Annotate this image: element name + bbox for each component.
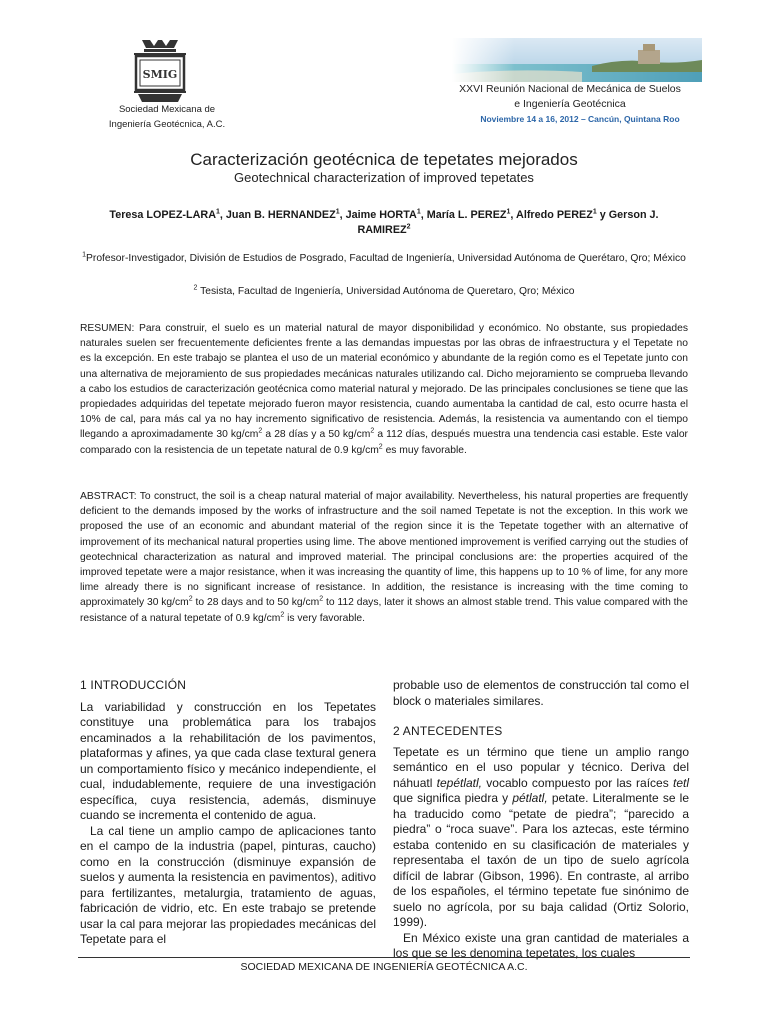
superscript: 2 xyxy=(319,596,324,603)
author-affiliation-mark: 2 xyxy=(406,223,411,231)
affiliation-mark: 1 xyxy=(82,251,87,259)
smig-logo xyxy=(120,38,200,104)
author-separator: , xyxy=(339,209,346,221)
resumen-paragraph xyxy=(80,321,688,458)
body-paragraph: La cal tiene un amplio campo de aplicaciones tanto en el campo de la industria (papel, pinturas, caucho) como en la construcción (disminuye expansión de suelos y aumenta la resistencia en pavimentos), aditivo para fertilizantes, metalurgia, tratamiento de aguas, fabricación de vidrio, etc. En este trabajo se pretende usar la cal para mejorar las propiedades mecánicas del Tepetate para el xyxy=(80,823,376,946)
author-affiliation-mark: 1 xyxy=(216,208,220,216)
italic-term: tetl xyxy=(673,775,690,790)
superscript: 2 xyxy=(188,596,193,603)
author-affiliation-mark: 1 xyxy=(506,208,511,216)
conference-name-line1: XXVI Reunión Nacional de Mecánica de Suelos xyxy=(459,83,681,95)
org-name-line2: Ingeniería Geotécnica, A.C. xyxy=(108,119,226,130)
paper-title: Caracterización geotécnica de tepetates mejorados xyxy=(190,150,578,169)
author-affiliation-mark: 1 xyxy=(416,208,421,216)
author-separator: y xyxy=(596,209,609,221)
abstract-text: ABSTRACT: To construct, the soil is a cheap natural material of major availability. Nevertheless, his natural properties are frequently deficient to the demands imposed by the works of infrastructure and the soil named Tepetate is not the exception. In this work we proposed the use of an economic and abundant material of the region since it is the Tepetate together with an alternative of improvement of its mechanical natural properties using lime. The above mentioned improvement is verified carrying out the studies of geotechnical characterization as natural and improved material. The principal conclusions are: the properties acquired of the improved tepetate were a major resistance, when it was increasing the quantity of lime, this happens up to 10 % of lime, for any more lime already there is no significant increase of resistance. In addition, the resistance is increasing with the time coming to approximately 30 kg/cm xyxy=(80,491,688,609)
body-paragraph: probable uso de elementos de construcción tal como el block o materiales similares. xyxy=(393,678,689,708)
author: Jaime HORTA xyxy=(345,209,417,221)
author: Gerson J. RAMIREZ xyxy=(357,209,659,236)
abstract-text: to 112 days, later it shows an almost stable trend. This value compared with the resistance of a natural tepetate of 0.9 kg/cm xyxy=(80,597,688,624)
body-paragraph: La variabilidad y construcción en los Tepetates constituye una problemática para los trabajos encaminados a la rehabilitación de los pavimentos, plataformas y afines, ya que cada clase textural genera un comportamiento físico y mecánico independiente, el cual, indudablemente, requiere de una investigación específica, cuya resistencia, además, disminuye cuando se incrementa el contenido de agua. xyxy=(80,699,376,822)
affiliation-1 xyxy=(80,251,688,266)
org-name-line1: Sociedad Mexicana de xyxy=(118,104,216,115)
superscript: 2 xyxy=(378,443,383,451)
author-separator: , xyxy=(420,209,427,221)
footer-rule xyxy=(78,957,690,958)
left-column xyxy=(80,678,376,948)
body-text: vocablo compuesto por las raíces xyxy=(482,775,673,790)
section-heading-introduccion: 1 INTRODUCCIÓN xyxy=(80,678,187,692)
author-separator: , xyxy=(510,209,517,221)
italic-term: pétlatl, xyxy=(512,791,548,805)
cancun-banner-image xyxy=(452,38,702,82)
resumen-text: a 28 días y a 50 kg/cm xyxy=(262,429,371,441)
author: Juan B. HERNANDEZ xyxy=(225,209,336,221)
body-paragraph xyxy=(393,745,689,931)
author-list xyxy=(82,208,686,238)
conference-date: Noviembre 14 a 16, 2012 – Cancún, Quintana Roo xyxy=(480,114,680,124)
author: Teresa LOPEZ-LARA xyxy=(109,209,217,221)
superscript: 2 xyxy=(370,428,375,435)
italic-term: tepétlatl, xyxy=(436,775,483,790)
footer-text: SOCIEDAD MEXICANA DE INGENIERÍA GEOTÉCNICA A.C. xyxy=(240,961,528,973)
abstract-text: is very favorable. xyxy=(284,612,365,624)
section-heading-antecedentes: 2 ANTECEDENTES xyxy=(393,724,503,738)
affiliation-2 xyxy=(80,284,688,299)
abstract-paragraph xyxy=(80,489,688,626)
conference-name-line2: e Ingeniería Geotécnica xyxy=(514,98,626,110)
affiliation-mark: 2 xyxy=(193,284,198,292)
resumen-text: a 112 días, después muestra una tendencia casi estable. Este valor comparado con la resistencia de un tepetate natural de 0.9 kg/cm xyxy=(80,429,688,456)
author: María L. PEREZ xyxy=(426,209,507,221)
superscript: 2 xyxy=(258,428,263,435)
superscript: 2 xyxy=(280,611,285,619)
body-text: que significa piedra y xyxy=(393,791,513,805)
affiliation-text: Profesor-Investigador, División de Estudios de Posgrado, Facultad de Ingeniería, Universidad Autónoma de Querétaro, Qro; México xyxy=(86,253,686,264)
author-separator: , xyxy=(219,209,226,221)
resumen-text: es muy favorable. xyxy=(382,444,467,456)
body-text: petate. Literalmente se le ha traducido como “petate de piedra”; “parecido a piedra” o “roca suave”. Para los aztecas, este término estaba contenido en su clasificación de materiales y representaba el taxón de un tipo de suelo agrícola difícil de labrar (Gibson, 1996). En contraste, al arribo de los españoles, el término tepetate fue sinónimo de suelo no agrícola, por su baja calidad (Ortiz Solorio, 1999). xyxy=(393,791,689,929)
paper-subtitle: Geotechnical characterization of improved tepetates xyxy=(234,170,534,185)
author-affiliation-mark: 1 xyxy=(592,208,597,216)
body-text: Tepetate es un término que tiene un amplio rango semántico en el uso popular y técnico. Deriva del náhuatl xyxy=(393,744,689,790)
affiliation-text: Tesista, Facultad de Ingeniería, Universidad Autónoma de Queretaro, Qro; México xyxy=(197,286,575,297)
abstract-text: to 28 days and to 50 kg/cm xyxy=(192,597,320,609)
logo-text: SMIG xyxy=(142,68,178,81)
author-affiliation-mark: 1 xyxy=(335,208,340,216)
resumen-text: RESUMEN: Para construir, el suelo es un material natural de mayor disponibilidad y económico. No obstante, sus propiedades naturales suelen ser frecuentemente deficientes frente a las demandas impuestas por las obras de infraestructura y el Tepetate no es la excepción. En este trabajo se plantea el uso de un material económico y abundante de la región como es el Tepetate junto con una alternativa de mejoramiento de sus propiedades mecánicas naturales utilizando cal. Dicho mejoramiento se comprueba llevando a cabo los estudios de caracterización geotécnica como material natural y mejorado. De las principales conclusiones se tiene que las propiedades adquiridas del tepetate mejorado fueron mayor resistencia, cuando aumentaba la cantidad de cal, esto ocurre hasta el 10% de cal, para más cal ya no hay incremento significativo de resistencia. Además, la resistencia va aumentando con el tiempo llegando a aproximadamente 30 kg/cm xyxy=(80,323,688,441)
body-paragraph: En México existe una gran cantidad de materiales a los que se les denomina tepetates, los cuales xyxy=(393,930,689,960)
right-column xyxy=(393,678,689,962)
author: Alfredo PEREZ xyxy=(516,209,593,221)
